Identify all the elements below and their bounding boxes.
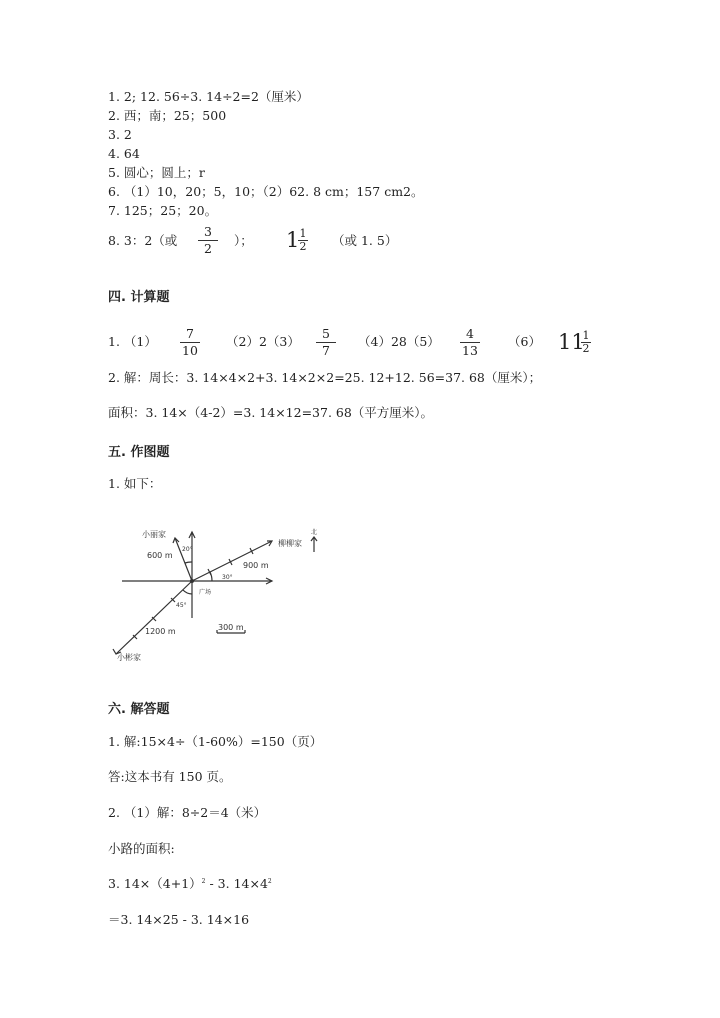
fraction-numerator: 4: [466, 326, 474, 341]
mixed-number-1-1-2: [286, 227, 307, 253]
answer-3-4: 4. 64: [108, 146, 140, 161]
mixed-fraction: [297, 228, 309, 253]
ray-to-xiaobin: [116, 581, 192, 654]
fraction-4-13: [458, 327, 482, 358]
square-point: [190, 579, 194, 583]
ray-to-xiaoli: [175, 538, 192, 581]
angle-arc-30: [210, 572, 212, 581]
superscript: 2: [201, 878, 206, 885]
label-liuliu: 柳柳家: [278, 539, 302, 548]
fraction-numerator: 5: [322, 326, 330, 341]
fraction-denominator: 2: [204, 241, 212, 256]
answer-6-2-result: ＝3. 14×25 - 3. 14×16: [108, 912, 250, 927]
answer-6-2-expression: [108, 876, 272, 895]
answer-3-5: 5. 圆心；圆上；r: [108, 165, 205, 180]
answer-3-6: 6. （1）10，20；5，10；（2）62. 8 cm；157 cm2。: [108, 184, 424, 199]
fraction-denominator: 13: [462, 343, 478, 358]
label-900m: 900 m: [243, 561, 269, 570]
answer-6-2-label: 小路的面积:: [108, 841, 175, 856]
answer-3-7: 7. 125；25；20。: [108, 203, 218, 218]
label-square: 广场: [199, 589, 212, 596]
fraction-denominator: 2: [582, 342, 590, 355]
answer-3-8-mid: ）；: [234, 233, 253, 248]
answer-4-2-area: 面积：3. 14×（4-2）=3. 14×12=37. 68（平方厘米）。: [108, 405, 434, 420]
answer-3-1: 1. 2; 12. 56÷3. 14÷2=2（厘米）: [108, 89, 309, 104]
fraction-numerator: 7: [186, 326, 194, 341]
section-title-calc: 四. 计算题: [108, 290, 170, 305]
answer-3-2: 2. 西；南；25；500: [108, 108, 227, 123]
answer-4-1-part4: （4）28（5）: [358, 334, 440, 349]
superscript: 2: [267, 878, 272, 885]
expression-part-b: - 3. 14×4: [205, 876, 268, 891]
label-scale: 300 m: [218, 623, 244, 632]
answer-4-1-part6: （6）: [508, 334, 541, 349]
direction-diagram: [110, 520, 340, 665]
expression-part-a: 3. 14×（4+1）: [108, 876, 202, 891]
fraction-7-10: [178, 327, 202, 358]
label-1200m: 1200 m: [145, 627, 176, 636]
fraction-numerator: 1: [582, 329, 590, 342]
label-600m: 600 m: [147, 551, 173, 560]
answer-6-2-step1: 2. （1）解：8÷2＝4（米）: [108, 805, 267, 820]
mixed-whole: 11: [558, 330, 585, 354]
fraction-numerator: 3: [204, 224, 212, 239]
label-xiaoli: 小丽家: [142, 530, 166, 539]
fraction-denominator: 7: [322, 343, 330, 358]
label-xiaobin: 小彬家: [117, 653, 141, 662]
mixed-number-11-1-2: [558, 329, 590, 355]
mixed-whole: 1: [286, 228, 300, 252]
fraction-3-2: [196, 225, 220, 256]
answer-5-1: 1. 如下：: [108, 476, 162, 491]
label-angle-45: 45°: [176, 602, 187, 609]
fraction-denominator: 10: [182, 343, 198, 358]
answer-3-8-suffix: （或 1. 5）: [332, 233, 398, 248]
fraction-numerator: 1: [299, 227, 307, 240]
answer-3-8-prefix: 8. 3：2（或: [108, 233, 178, 248]
answer-6-1-solution: 1. 解:15×4÷（1-60%）=150（页）: [108, 734, 323, 749]
answer-4-1-prefix: 1. （1）: [108, 334, 157, 349]
answer-4-2-perimeter: 2. 解：周长：3. 14×4×2+3. 14×2×2=25. 12+12. 56=37. 68（厘米）；: [108, 370, 542, 385]
label-angle-30: 30°: [222, 574, 233, 581]
mixed-fraction: [580, 330, 592, 355]
answer-6-1-conclusion: 答:这本书有 150 页。: [108, 769, 232, 784]
label-angle-20: 20°: [182, 546, 193, 553]
fraction-denominator: 2: [299, 240, 307, 253]
section-title-solve: 六. 解答题: [108, 702, 170, 717]
answer-3-3: 3. 2: [108, 127, 132, 142]
label-north: 北: [311, 529, 318, 536]
angle-arc-45: [183, 590, 192, 594]
fraction-5-7: [314, 327, 338, 358]
section-title-drawing: 五. 作图题: [108, 445, 170, 460]
answer-4-1-part2: （2）2（3）: [226, 334, 300, 349]
angle-arc-20: [185, 562, 192, 563]
